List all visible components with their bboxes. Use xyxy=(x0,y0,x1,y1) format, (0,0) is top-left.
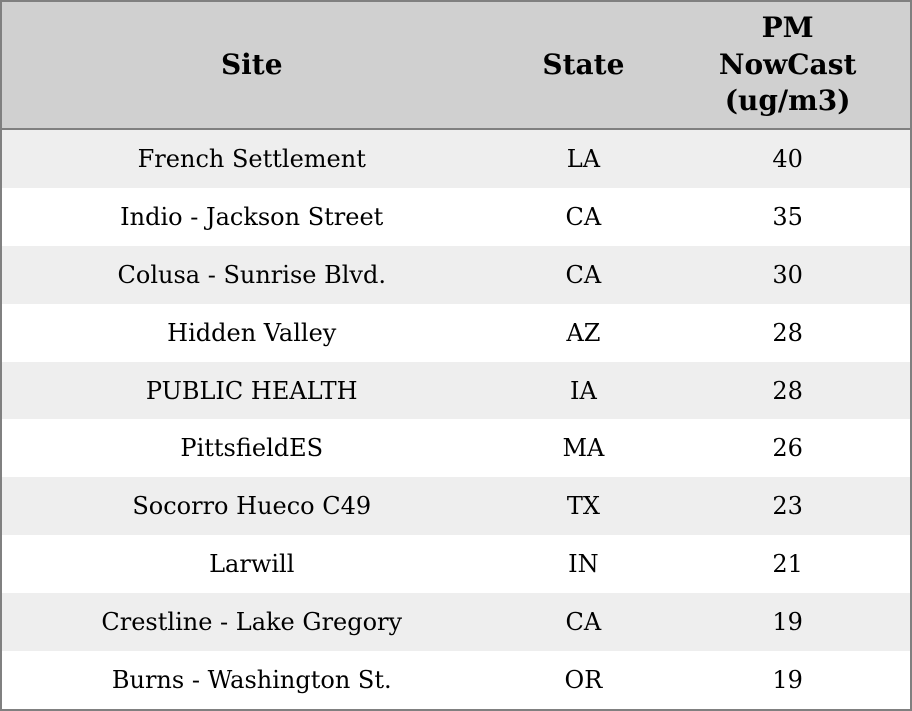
cell-pm-nowcast: 28 xyxy=(772,318,803,347)
pm-header-line-2: NowCast xyxy=(718,47,857,81)
table-body xyxy=(1,129,911,710)
cell-site: Hidden Valley xyxy=(167,318,337,347)
pm-header-line-1: PM xyxy=(761,10,814,44)
table-row xyxy=(1,362,911,420)
cell-site: PUBLIC HEALTH xyxy=(145,376,358,405)
cell-site: Indio - Jackson Street xyxy=(120,202,384,231)
cell-state: IA xyxy=(569,376,597,405)
table-row xyxy=(1,593,911,651)
cell-site: PittsfieldES xyxy=(180,434,324,463)
table-row xyxy=(1,188,911,246)
header-row xyxy=(1,1,911,129)
cell-site: Socorro Hueco C49 xyxy=(132,492,372,521)
cell-pm-nowcast: 40 xyxy=(772,144,803,173)
table-row xyxy=(1,651,911,710)
cell-pm-nowcast: 23 xyxy=(772,492,803,521)
table-row xyxy=(1,304,911,362)
cell-pm-nowcast: 30 xyxy=(772,260,803,289)
cell-site: Burns - Washington St. xyxy=(111,666,392,695)
cell-site: Larwill xyxy=(209,550,295,579)
table-row xyxy=(1,246,911,304)
column-header-site: Site xyxy=(1,1,502,129)
cell-state: MA xyxy=(562,434,605,463)
cell-pm-nowcast: 28 xyxy=(772,376,803,405)
cell-pm-nowcast: 19 xyxy=(772,608,803,637)
column-header-state: State xyxy=(502,1,666,129)
table-row xyxy=(1,477,911,535)
cell-pm-nowcast: 19 xyxy=(772,666,803,695)
cell-state: OR xyxy=(564,666,603,695)
cell-site: French Settlement xyxy=(137,144,366,173)
cell-site: Colusa - Sunrise Blvd. xyxy=(117,260,386,289)
table-row xyxy=(1,129,911,188)
cell-state: AZ xyxy=(566,318,601,347)
table-row xyxy=(1,535,911,593)
cell-state: TX xyxy=(566,492,600,521)
table-header xyxy=(1,1,911,129)
cell-state: CA xyxy=(565,608,602,637)
cell-state: CA xyxy=(565,202,602,231)
table-row xyxy=(1,419,911,477)
cell-site: Crestline - Lake Gregory xyxy=(101,608,403,637)
cell-pm-nowcast: 21 xyxy=(772,550,803,579)
pm-header-line-3: (ug/m3) xyxy=(724,84,851,118)
column-header-pm-nowcast xyxy=(665,1,911,129)
cell-pm-nowcast: 26 xyxy=(772,434,803,463)
cell-state: CA xyxy=(565,260,602,289)
cell-state: LA xyxy=(566,144,601,173)
cell-state: IN xyxy=(568,550,599,579)
cell-pm-nowcast: 35 xyxy=(772,202,803,231)
